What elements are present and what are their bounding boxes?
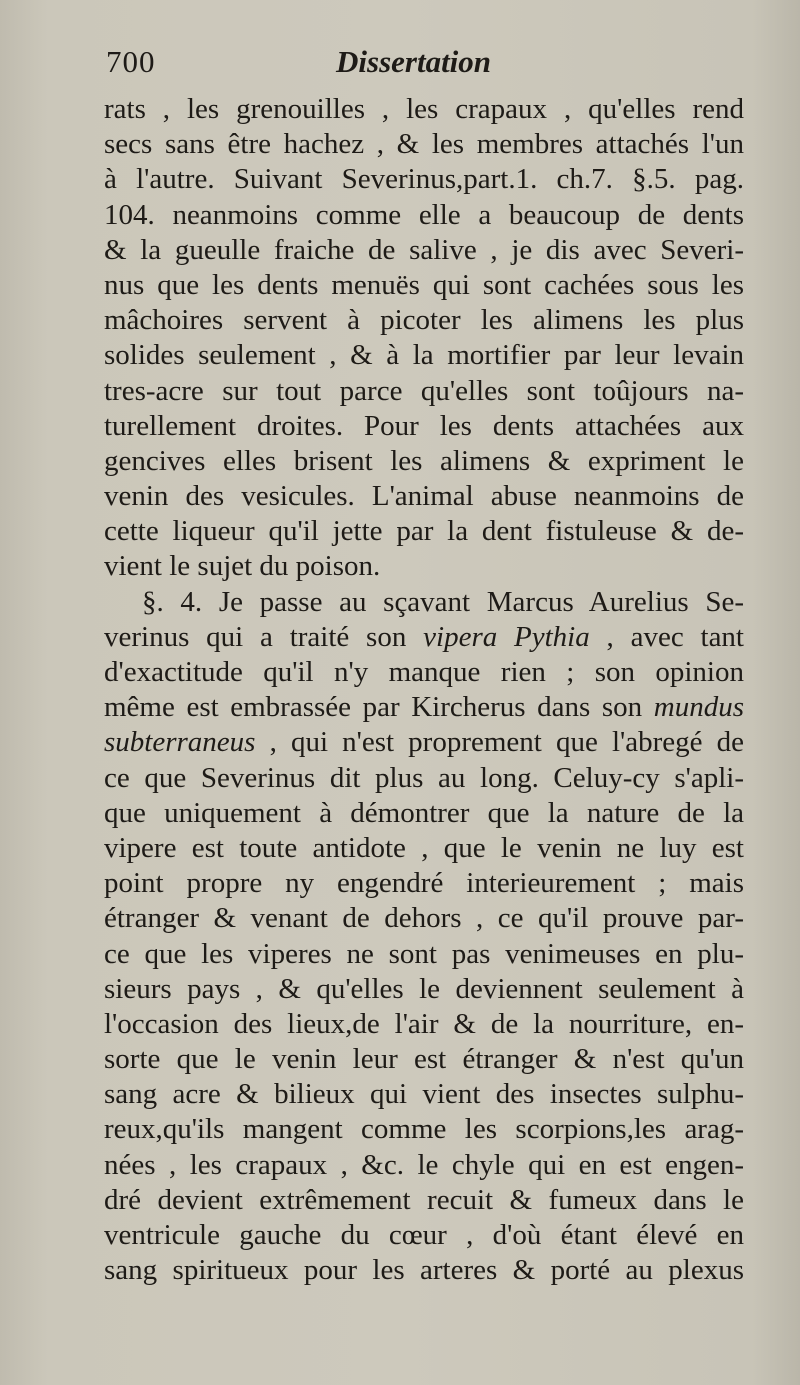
text-line <box>104 1077 744 1112</box>
text-line <box>104 1042 744 1077</box>
text-line <box>104 901 744 936</box>
text-segment: d'exactitude qu'il n'y manque rien ; son opinion <box>104 656 744 688</box>
text-segment: sang spiritueux pour les arteres & porté au plexus <box>104 1254 744 1287</box>
text-line: 104. neanmoins comme elle a beaucoup de dents <box>104 198 744 231</box>
text-line <box>104 725 744 760</box>
text-segment: dré devient extrêmement recuit & fumeux dans le <box>104 1183 744 1216</box>
text-line <box>104 796 744 831</box>
body-text <box>104 92 744 1288</box>
text-segment: sang acre & bilieux qui vient des insectes sulphu- <box>104 1078 744 1111</box>
text-line: solides seulement , & à la mortifier par leur levain <box>104 339 744 372</box>
text-segment: , avec tant <box>589 620 744 653</box>
text-line <box>104 761 744 796</box>
text-segment: ventricule gauche du cœur , d'où étant élevé en <box>104 1219 744 1251</box>
text-line: turellement droites. Pour les dents attachées aux <box>104 409 744 442</box>
text-line <box>104 972 744 1007</box>
text-line <box>104 937 744 972</box>
text-segment: sieurs pays , & qu'elles le deviennent seulement à <box>104 972 744 1005</box>
text-segment: sorte que le venin leur est étranger & n'est qu'un <box>104 1043 744 1076</box>
text-segment: l'occasion des lieux,de l'air & de la nourriture, en- <box>104 1007 744 1040</box>
text-line <box>104 620 744 655</box>
text-line <box>104 690 744 725</box>
text-line: cette liqueur qu'il jette par la dent fistuleuse & de- <box>104 515 744 548</box>
text-line <box>104 1183 744 1218</box>
text-segment: que uniquement à démontrer que la nature de la <box>104 796 744 829</box>
text-line: secs sans être hachez , & les membres attachés l'un <box>104 128 744 161</box>
text-block <box>104 42 744 1288</box>
text-line <box>104 585 744 620</box>
text-segment: ce que Severinus dit plus au long. Celuy-cy s'apli- <box>104 761 744 794</box>
text-segment: reux,qu'ils mangent comme les scorpions,les arag- <box>104 1113 744 1146</box>
text-segment: étranger & venant de dehors , ce qu'il prouve par- <box>104 902 744 935</box>
text-line: rats , les grenouilles , les crapaux , qu'elles rend <box>104 93 744 125</box>
text-line <box>104 1148 744 1183</box>
text-line: mâchoires servent à picoter les alimens les plus <box>104 304 744 337</box>
text-segment: nées , les crapaux , &c. le chyle qui en est engen- <box>104 1148 744 1181</box>
text-line <box>104 1218 744 1253</box>
text-line: à l'autre. Suivant Severinus,part.1. ch.7. §.5. pag. <box>104 163 744 196</box>
italic-title: subterraneus <box>104 726 256 759</box>
text-segment: verinus qui a traité son <box>104 620 424 653</box>
text-line <box>104 1253 744 1288</box>
text-segment: ce que les viperes ne sont pas venimeuses en plu- <box>104 937 744 970</box>
text-line: gencives elles brisent les alimens & expriment le <box>104 444 744 477</box>
text-segment: §. 4. Je passe au sçavant Marcus Aurelius Se- <box>142 585 744 618</box>
page-header <box>104 42 744 92</box>
text-line: vient le sujet du poison. <box>104 550 381 583</box>
text-line <box>104 866 744 901</box>
text-line <box>104 831 744 866</box>
text-line: nus que les dents menuës qui sont cachées sous les <box>104 268 744 301</box>
text-line: & la gueulle fraiche de salive , je dis avec Severi- <box>104 233 744 266</box>
text-segment: , qui n'est proprement que l'abregé de <box>255 726 744 759</box>
text-line <box>104 1112 744 1147</box>
text-line <box>104 1007 744 1042</box>
text-line: tres-acre sur tout parce qu'elles sont toûjours na- <box>104 374 744 407</box>
text-segment: vipere est toute antidote , que le venin ne luy est <box>104 831 744 864</box>
text-line: venin des vesicules. L'animal abuse neanmoins de <box>104 480 744 513</box>
italic-title: mundus <box>653 691 744 724</box>
text-line <box>104 655 744 690</box>
text-segment: point propre ny engendré interieurement ; mais <box>104 867 744 900</box>
text-segment: même est embrassée par Kircherus dans son <box>104 691 654 724</box>
page-number: 700 <box>106 44 156 79</box>
running-head: Dissertation <box>336 44 492 79</box>
italic-title: vipera Pythia <box>423 620 590 653</box>
